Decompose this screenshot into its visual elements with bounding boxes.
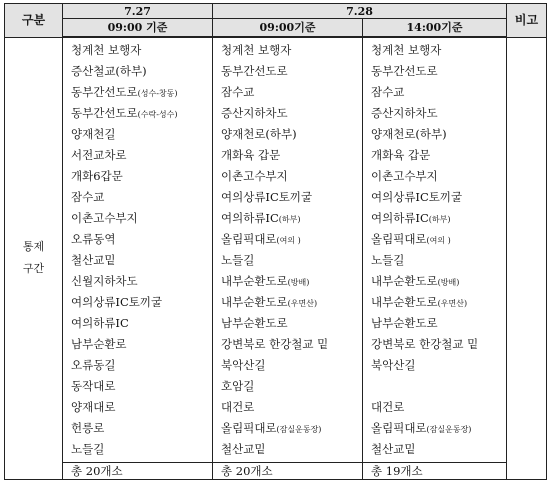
list-item: [71, 376, 212, 397]
road-name: 대건로: [371, 400, 405, 414]
road-name: 여의하류IC: [71, 316, 129, 330]
road-name: 양재대로: [71, 400, 116, 414]
road-name: 신월지하차도: [71, 274, 138, 288]
road-name: 남부순환도로: [371, 316, 438, 330]
road-name: 잠수교: [221, 85, 255, 99]
road-name: 내부순환도로: [221, 274, 288, 288]
list-item: [71, 439, 212, 460]
column-0728-0900: [213, 37, 363, 480]
road-name: 양재천로(하부): [221, 127, 297, 141]
closure-table: [4, 3, 547, 480]
road-name: 개화6갑문: [71, 169, 123, 183]
header-date-2: 7.28: [213, 4, 507, 19]
road-name: 여의상류IC토끼굴: [371, 190, 463, 204]
list-item: [221, 187, 362, 208]
row-label-control-section: [5, 37, 63, 480]
list-item: [371, 313, 506, 334]
road-name: 내부순환도로: [371, 274, 438, 288]
list-item: [371, 418, 506, 439]
road-name: 여의상류IC토끼굴: [221, 190, 313, 204]
road-name: 북악산길: [221, 358, 266, 372]
header-category: 구분: [5, 4, 63, 38]
section-note: (하부): [428, 215, 451, 224]
section-note: (여의 ): [426, 236, 451, 245]
list-item: [371, 229, 506, 250]
list-item: [371, 124, 506, 145]
list-item: [221, 61, 362, 82]
list-item: [71, 271, 212, 292]
road-name: 개화육 갑문: [371, 148, 431, 162]
road-name: 여의하류IC: [221, 211, 279, 225]
road-name: 철산교밑: [221, 442, 266, 456]
list-item: [371, 439, 506, 460]
list-item: [371, 334, 506, 355]
road-name: 내부순환도로: [221, 295, 288, 309]
list-item: [71, 313, 212, 334]
list-item: [221, 82, 362, 103]
list-item: [71, 418, 212, 439]
note-cell: [507, 37, 547, 480]
list-item: [221, 208, 362, 229]
road-name: 내부순환도로: [371, 295, 438, 309]
total-count: 총 19개소: [363, 462, 506, 479]
list-item: [221, 103, 362, 124]
section-note: (잠실운동장): [276, 425, 322, 434]
list-item: [71, 103, 212, 124]
list-item: [71, 397, 212, 418]
section-note: (잠실운동장): [426, 425, 472, 434]
road-name: 동부간선도로: [371, 64, 438, 78]
road-name: 청계천 보행자: [371, 43, 442, 57]
road-name: 개화육 갑문: [221, 148, 281, 162]
section-note: (하부): [278, 215, 301, 224]
section-note: (여의 ): [276, 236, 301, 245]
list-item: [221, 397, 362, 418]
section-note: (수락-성수): [137, 110, 178, 119]
road-name: 호암길: [221, 379, 255, 393]
road-name: 서전교차로: [71, 148, 127, 162]
list-item: [221, 166, 362, 187]
list-item: [371, 166, 506, 187]
list-item: [371, 187, 506, 208]
header-time-1: 09:00 기준: [63, 19, 213, 38]
total-count: 총 20개소: [213, 462, 362, 479]
row-label-line-1: 통제: [22, 240, 45, 254]
road-name: 올림픽대로: [221, 421, 277, 435]
road-name: 오류동길: [71, 358, 116, 372]
road-name: 이촌고수부지: [371, 169, 438, 183]
list-item: [221, 40, 362, 61]
list-item: [221, 418, 362, 439]
list-item: [371, 292, 506, 313]
list-item: [71, 355, 212, 376]
list-item: [371, 271, 506, 292]
road-name: 헌릉로: [71, 421, 105, 435]
road-name: 여의상류IC토끼굴: [71, 295, 163, 309]
list-item: [221, 292, 362, 313]
road-name: 올림픽대로: [221, 232, 277, 246]
road-name: 동부간선도로: [71, 106, 138, 120]
header-time-3: 14:00기준: [363, 19, 507, 38]
road-name: 잠수교: [371, 85, 405, 99]
road-name: 동부간선도로: [71, 85, 138, 99]
road-name: 청계천 보행자: [221, 43, 292, 57]
list-item: [221, 271, 362, 292]
list-item: [71, 145, 212, 166]
road-name: 오류동역: [71, 232, 116, 246]
column-0728-1400: [363, 37, 507, 480]
list-item: [71, 82, 212, 103]
road-name: 동작대로: [71, 379, 116, 393]
list-item: [71, 187, 212, 208]
road-name: 철산교밑: [71, 253, 116, 267]
list-item: [71, 40, 212, 61]
list-item: [221, 376, 362, 397]
road-name: 증산지하차도: [371, 106, 438, 120]
road-name: 동부간선도로: [221, 64, 288, 78]
road-name: 올림픽대로: [371, 421, 427, 435]
section-note: (방배): [287, 278, 310, 287]
row-label-line-2: 구간: [22, 262, 45, 276]
list-item: [371, 82, 506, 103]
road-name: 여의하류IC: [371, 211, 429, 225]
road-name: 강변북로 한강철교 밑: [371, 337, 479, 351]
list-item: [371, 103, 506, 124]
road-name: 이촌고수부지: [71, 211, 138, 225]
list-item: [371, 250, 506, 271]
road-name: 청계천 보행자: [71, 43, 142, 57]
road-name: 올림픽대로: [371, 232, 427, 246]
header-note: 비고: [507, 4, 547, 38]
road-name: 노들길: [71, 442, 105, 456]
list-item: [71, 208, 212, 229]
list-item: [221, 145, 362, 166]
list-item: [71, 61, 212, 82]
list-item: [71, 250, 212, 271]
list-item: [71, 229, 212, 250]
road-name: 대건로: [221, 400, 255, 414]
header-date-1: 7.27: [63, 4, 213, 19]
road-name: 노들길: [371, 253, 405, 267]
list-item: [371, 397, 506, 418]
column-0727-0900: [63, 37, 213, 480]
list-item: [371, 208, 506, 229]
list-item: [221, 250, 362, 271]
road-name: 이촌고수부지: [221, 169, 288, 183]
road-name: 북악산길: [371, 358, 416, 372]
list-item: [371, 355, 506, 376]
list-item: [221, 355, 362, 376]
total-count: 총 20개소: [63, 462, 212, 479]
section-note: (방배): [437, 278, 460, 287]
list-item: [71, 124, 212, 145]
list-item: [371, 145, 506, 166]
list-item: [371, 40, 506, 61]
header-time-2: 09:00기준: [213, 19, 363, 38]
road-name: 노들길: [221, 253, 255, 267]
section-note: (우면산): [437, 299, 468, 308]
road-name: 남부순환로: [71, 337, 127, 351]
section-note: (성수-창동): [137, 89, 178, 98]
list-item: [221, 229, 362, 250]
list-item: [71, 292, 212, 313]
list-item: [221, 124, 362, 145]
section-note: (우면산): [287, 299, 318, 308]
road-name: 증산철교(하부): [71, 64, 147, 78]
road-name: 잠수교: [71, 190, 105, 204]
list-item: [221, 334, 362, 355]
road-name: 양재천로(하부): [371, 127, 447, 141]
road-name: 증산지하차도: [221, 106, 288, 120]
road-name: 강변북로 한강철교 밑: [221, 337, 329, 351]
list-item: [371, 61, 506, 82]
list-item: [371, 376, 506, 397]
list-item: [71, 166, 212, 187]
road-name: 양재천길: [71, 127, 116, 141]
list-item: [221, 439, 362, 460]
road-name: 철산교밑: [371, 442, 416, 456]
list-item: [221, 313, 362, 334]
list-item: [71, 334, 212, 355]
road-name: 남부순환도로: [221, 316, 288, 330]
